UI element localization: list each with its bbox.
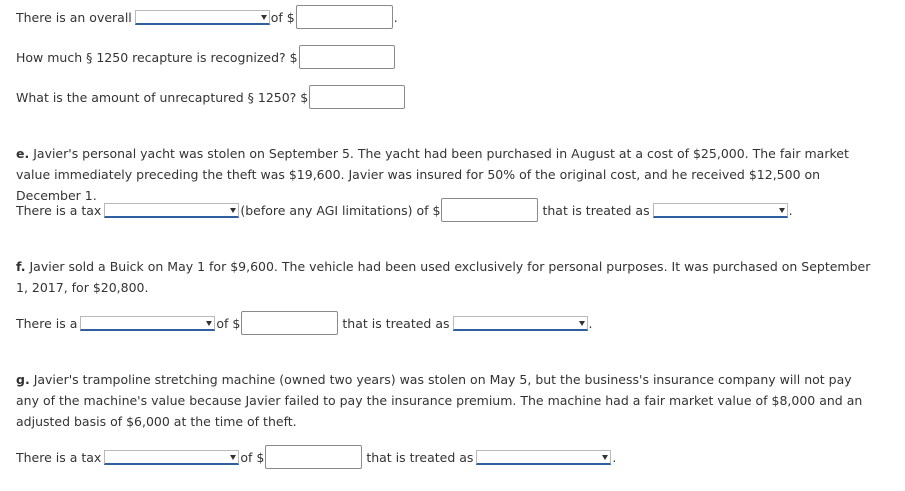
part-g-treatment-select[interactable] (476, 450, 611, 465)
part-g-text: Javier's trampoline stretching machine (owned two years) was stolen on May 5, but the business's insurance company will not pay any of the machine's value because Javier failed to pay the insurance premium. The machine had a fair market value of $8,000 and an adjusted basis of $6,000 at the time of theft. (16, 372, 863, 429)
chevron-down-icon (230, 208, 236, 213)
part-f-treated-label: that is treated as (342, 315, 450, 331)
part-e-treated-label: that is treated as (542, 202, 650, 218)
part-f-text: Javier sold a Buick on May 1 for $9,600. The vehicle had been used exclusively for personal purposes. It was purchased on September 1, 2017, for $20,800. (16, 259, 871, 295)
part-e-amount-input[interactable] (441, 198, 538, 222)
unrecaptured-row (16, 85, 406, 109)
overall-type-select[interactable] (135, 10, 270, 25)
part-f-end: . (588, 315, 593, 331)
recapture-label: How much § 1250 recapture is recognized? $ (16, 49, 298, 65)
part-g-paragraph (16, 369, 876, 432)
part-f-treatment-select[interactable] (453, 316, 588, 331)
part-f-letter: f. (16, 259, 26, 274)
part-e-row (16, 198, 793, 222)
unrecaptured-label: What is the amount of unrecaptured § 1250? $ (16, 89, 309, 105)
part-g-row (16, 445, 616, 469)
chevron-down-icon (602, 455, 608, 460)
part-e-paragraph (16, 143, 876, 206)
part-f-prefix: There is a (16, 315, 78, 331)
part-f-type-select[interactable] (80, 316, 215, 331)
part-f-row (16, 311, 592, 335)
part-e-letter: e. (16, 146, 30, 161)
part-e-treatment-select[interactable] (653, 203, 788, 218)
overall-amount-input[interactable] (296, 5, 393, 29)
recapture-row (16, 45, 396, 69)
part-g-treated-label: that is treated as (366, 449, 474, 465)
overall-end: . (393, 9, 398, 25)
part-g-amount-input[interactable] (265, 445, 362, 469)
overall-of-label: of $ (270, 9, 295, 25)
overall-prefix: There is an overall (16, 9, 132, 25)
part-g-prefix: There is a tax (16, 449, 102, 465)
unrecaptured-amount-input[interactable] (309, 85, 405, 109)
part-f-amount-input[interactable] (241, 311, 338, 335)
chevron-down-icon (261, 15, 267, 20)
part-e-prefix: There is a tax (16, 202, 102, 218)
part-e-middle: (before any AGI limitations) of $ (240, 202, 441, 218)
part-e-type-select[interactable] (104, 203, 239, 218)
chevron-down-icon (779, 208, 785, 213)
part-g-end: . (612, 449, 617, 465)
part-f-of-label: of $ (216, 315, 241, 331)
part-e-text: Javier's personal yacht was stolen on September 5. The yacht had been purchased in August at a cost of $25,000. The fair market value immediately preceding the theft was $19,600. Javier was insured for 50% of the original cost, and he received $12,500 on December 1. (16, 146, 849, 203)
part-g-letter: g. (16, 372, 30, 387)
part-g-of-label: of $ (240, 449, 265, 465)
part-e-end: . (788, 202, 793, 218)
overall-row (16, 5, 398, 29)
recapture-amount-input[interactable] (299, 45, 395, 69)
part-g-type-select[interactable] (104, 450, 239, 465)
part-f-paragraph (16, 256, 876, 298)
chevron-down-icon (230, 455, 236, 460)
chevron-down-icon (579, 321, 585, 326)
chevron-down-icon (206, 321, 212, 326)
